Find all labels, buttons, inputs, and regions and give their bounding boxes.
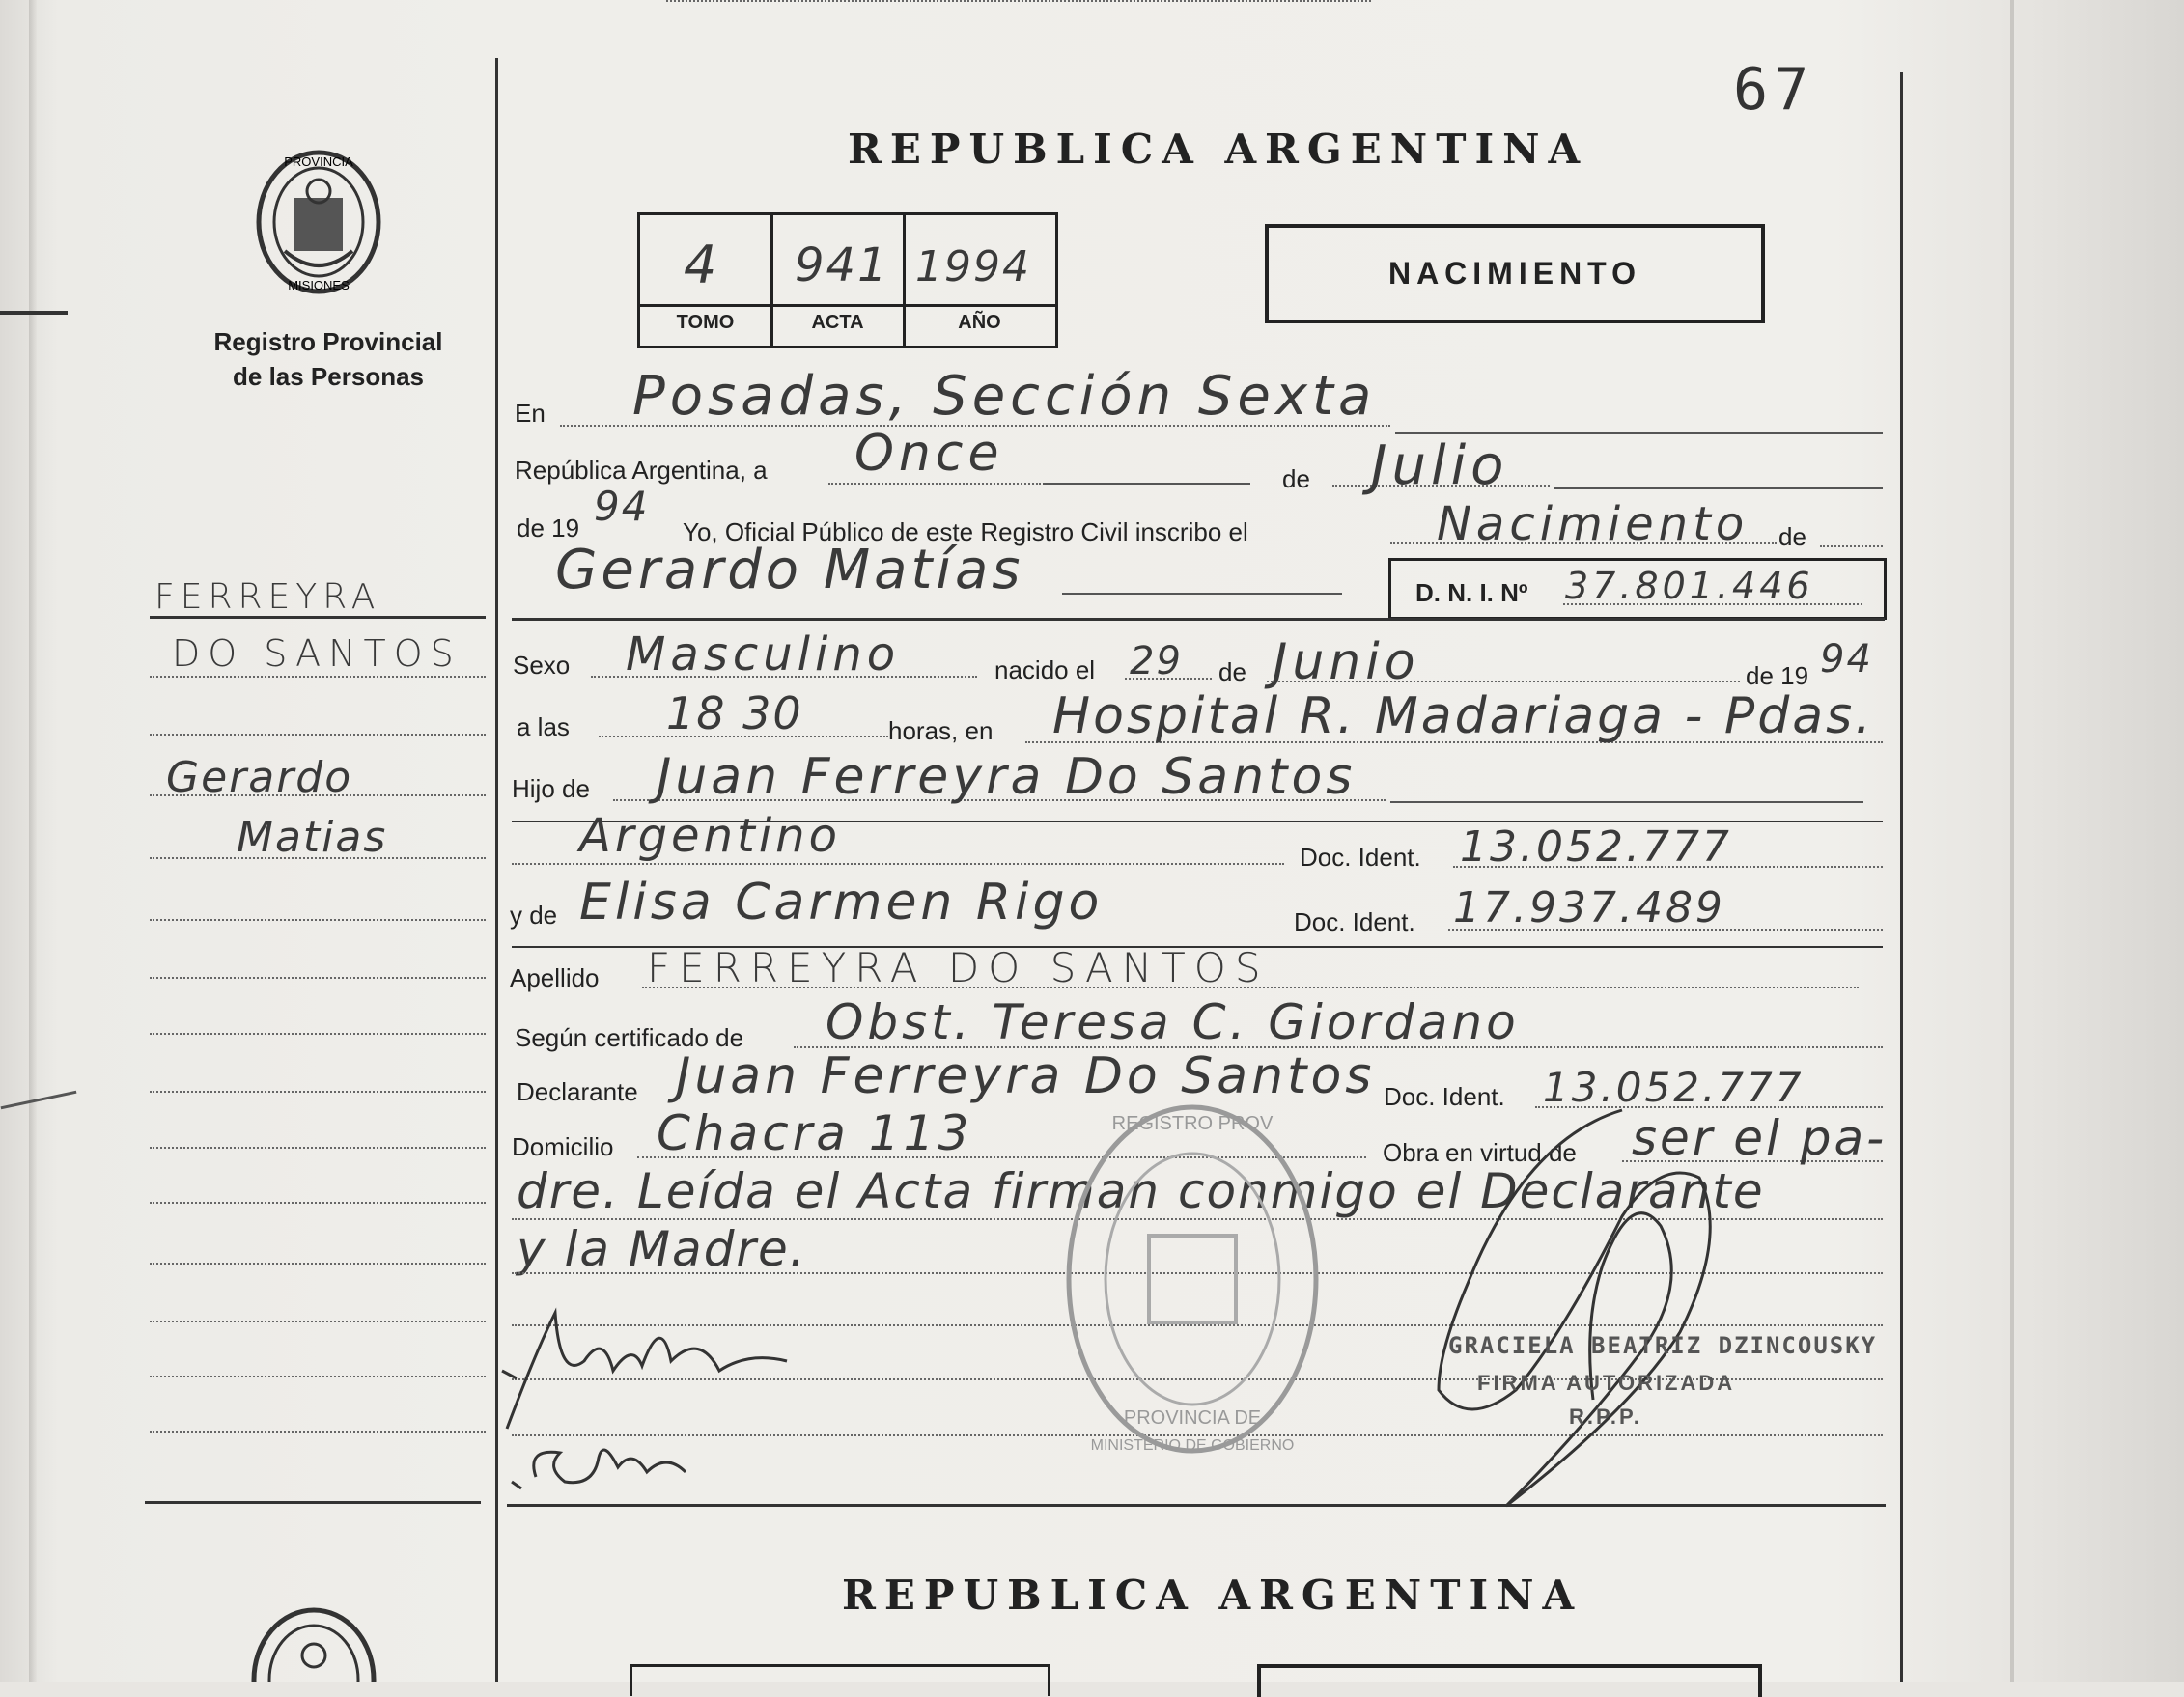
field-padre: Juan Ferreyra Do Santos (657, 748, 1357, 806)
official-office: R.P.P. (1569, 1405, 1642, 1429)
margin-rule (150, 734, 486, 736)
label-nacido: nacido el (994, 655, 1096, 684)
field-acto: Nacimiento (1437, 497, 1750, 551)
stamp-text-bottom: MINISTERIO DE GOBIERNO (1090, 1437, 1295, 1454)
label-de19-2: de 19 (1746, 661, 1809, 690)
rule (512, 618, 1885, 621)
margin-given-2: Matias (237, 813, 388, 862)
anio-value: 1994 (915, 242, 1031, 292)
label-alas: a las (517, 712, 570, 741)
field-anio-corto: 94 (594, 483, 650, 530)
label-doc-padre: Doc. Ident. (1300, 843, 1421, 872)
field-padre-doc: 13.052.777 (1460, 822, 1732, 872)
dotted-line (666, 0, 1371, 2)
field-sexo: Masculino (626, 627, 901, 682)
stamp-text-mid: PROVINCIA DE (1123, 1407, 1262, 1429)
margin-rule (150, 1147, 486, 1149)
registry-line-2: de las Personas (233, 362, 424, 391)
registry-stamp (1052, 1091, 1332, 1467)
tomo-label: TOMO (676, 312, 735, 333)
label-hijo: Hijo de (512, 774, 590, 803)
official-title: FIRMA AUTORIZADA (1477, 1371, 1736, 1395)
label-doc-declarante: Doc. Ident. (1384, 1082, 1505, 1111)
label-domicilio: Domicilio (512, 1132, 614, 1161)
field-madre: Elisa Carmen Rigo (579, 874, 1104, 932)
label-de19: de 19 (517, 514, 580, 542)
label-dni: D. N. I. Nº (1415, 578, 1528, 607)
page-number: 67 (1733, 56, 1815, 124)
margin-rule (150, 616, 486, 619)
label-horas: horas, en (888, 716, 994, 745)
field-madre-doc: 17.937.489 (1453, 883, 1725, 932)
registry-line-1: Registro Provincial (213, 327, 443, 356)
declarant-signature (497, 1294, 806, 1438)
field-obra-2: dre. Leída el Acta firman conmigo el Declarante (517, 1163, 1765, 1219)
label-declarante: Declarante (517, 1077, 638, 1106)
field-declarante: Juan Ferreyra Do Santos (676, 1047, 1376, 1105)
mother-signature (507, 1429, 719, 1496)
field-hora: 18 30 (666, 687, 803, 739)
binding-edge (29, 0, 37, 1682)
right-frame-line (1900, 72, 1903, 1682)
provincial-seal (246, 145, 391, 299)
next-provincial-seal (241, 1602, 386, 1682)
label-en: En (515, 399, 546, 428)
field-mes: Julio (1371, 434, 1509, 497)
field-nacido-anio: 94 (1820, 637, 1873, 682)
margin-rule (150, 919, 486, 921)
field-nombre: Gerardo Matías (555, 539, 1024, 601)
margin-rule (150, 1321, 486, 1322)
country-title: REPUBLICA ARGENTINA (848, 125, 1589, 173)
margin-surname-1: FERREYRA (154, 577, 381, 617)
record-type-box (1265, 224, 1765, 323)
label-yo: Yo, Oficial Público de este Registro Civil inscribo el (683, 517, 1248, 546)
label-de3: de (1218, 657, 1246, 686)
margin-rule (150, 676, 486, 678)
acta-label: ACTA (811, 312, 864, 333)
margin-rule (150, 794, 486, 796)
record-number-box (637, 212, 1058, 348)
field-nacido-dia: 29 (1130, 639, 1183, 683)
label-de: de (1282, 464, 1310, 493)
label-sexo: Sexo (513, 651, 571, 680)
acta-value: 941 (795, 238, 889, 292)
seal-text-bottom: MISIONES (288, 278, 350, 292)
field-dia: Once (854, 425, 1004, 483)
stamp-text-top: REGISTRO PROV (1111, 1113, 1274, 1134)
margin-rule (150, 1091, 486, 1093)
margin-rule (150, 1376, 486, 1377)
field-certificado: Obst. Teresa C. Giordano (826, 994, 1520, 1050)
label-obra: Obra en virtud de (1383, 1138, 1577, 1167)
label-de2: de (1778, 522, 1806, 551)
field-declarante-doc: 13.052.777 (1543, 1064, 1805, 1111)
dni-box (1388, 558, 1887, 620)
staple-mark (1, 1091, 77, 1110)
margin-rule (150, 857, 486, 859)
margin-rule (150, 1431, 486, 1433)
next-record-box (630, 1664, 1050, 1696)
right-page-edge (2010, 0, 2014, 1682)
field-lugar-nac: Hospital R. Madariaga - Pdas. (1052, 687, 1874, 745)
field-dni: 37.801.446 (1565, 565, 1814, 607)
field-domicilio: Chacra 113 (657, 1105, 973, 1161)
field-nacido-mes: Junio (1273, 633, 1420, 691)
label-doc-madre: Doc. Ident. (1294, 907, 1415, 936)
official-name: GRACIELA BEATRIZ DZINCOUSKY (1448, 1332, 1878, 1359)
next-record-type-box (1257, 1664, 1762, 1697)
margin-rule (150, 1263, 486, 1265)
rule (1062, 593, 1342, 595)
margin-rule (150, 1033, 486, 1035)
tomo-value: 4 (684, 235, 719, 295)
rule (1554, 487, 1883, 489)
field-padre-nac: Argentino (579, 809, 841, 863)
dotted-line (512, 863, 1284, 865)
margin-rule (150, 977, 486, 979)
field-obra-1: ser el pa- (1632, 1110, 1888, 1166)
rule (1043, 483, 1250, 485)
staple-mark (0, 311, 68, 315)
margin-given-1: Gerardo (166, 753, 353, 802)
record-type: NACIMIENTO (1387, 256, 1642, 291)
label-yde: y de (510, 901, 558, 930)
field-apellido: FERREYRA DO SANTOS (647, 944, 1270, 991)
label-certificado: Según certificado de (515, 1023, 744, 1052)
label-apellido: Apellido (510, 963, 600, 992)
official-signature (1410, 1100, 1757, 1525)
label-republica: República Argentina, a (515, 456, 768, 485)
margin-rule (145, 1501, 481, 1504)
registry-name (183, 324, 473, 394)
rule (1390, 801, 1863, 803)
field-lugar: Posadas, Sección Sexta (632, 365, 1377, 428)
margin-rule (150, 1202, 486, 1204)
seal-text-top: PROVINCIA (284, 154, 353, 169)
dotted-line (828, 483, 1041, 485)
field-obra-3: y la Madre. (517, 1221, 807, 1277)
dotted-line (1820, 545, 1883, 547)
anio-label: AÑO (958, 312, 1001, 333)
margin-surname-2: DO SANTOS (172, 632, 462, 675)
next-country-title: REPUBLICA ARGENTINA (842, 1572, 1583, 1619)
